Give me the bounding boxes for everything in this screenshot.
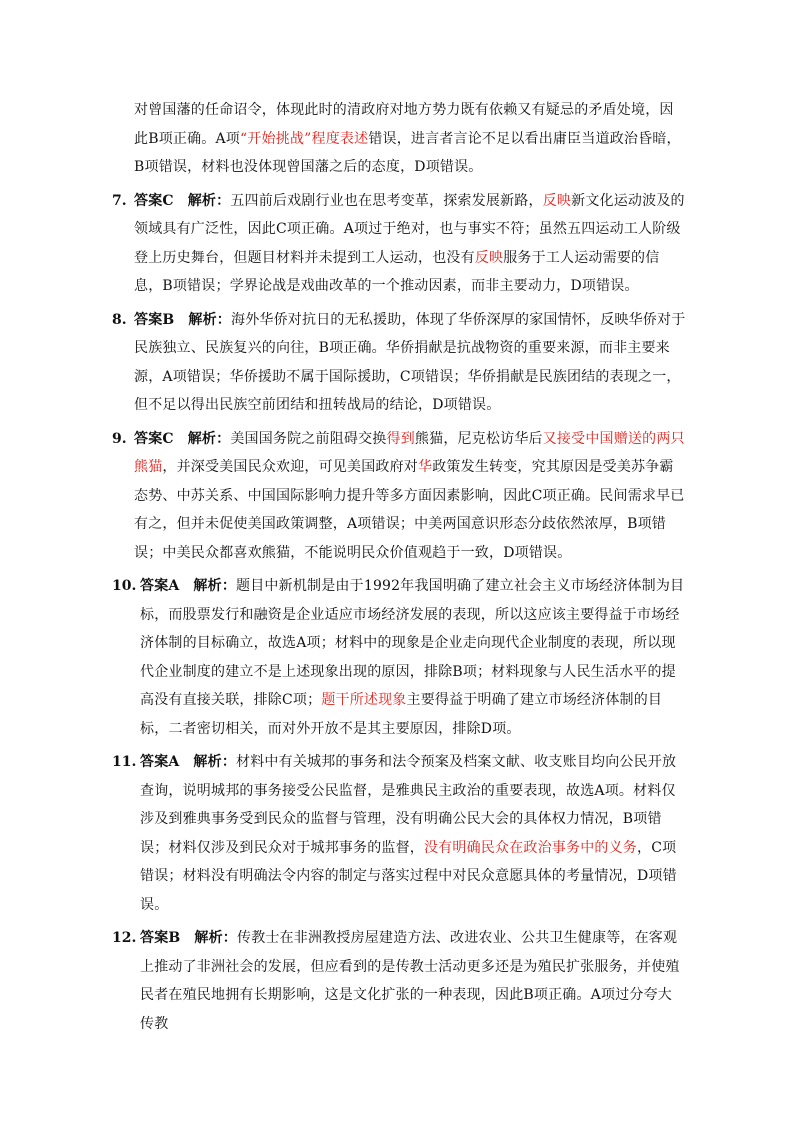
answer-item: [112, 924, 686, 1038]
segment: 材料中有关城邦的事务和法令预案及档案文献、收支账目均向公民开放查询，说明城邦的事务接受公民监督，是雅典民主政治的重要表现，故选A项。材料仅涉及到雅典事务受到民众的监督与管理，没有明确公民大会的具体权力情况，B项错误；材料仅涉及到民众对于城邦事务的监督，: [140, 754, 677, 856]
question-number: 8.: [112, 311, 127, 328]
analysis-label: 解析：: [193, 578, 237, 594]
segment: 新文化运动波及的领域具有广泛性，因此C项正确。A项过于绝对，也与事实不符；虽然五四运动工人阶级登上历史舞台，但题目材料并未提到工人运动，也没有: [134, 192, 685, 266]
continued-explanation: [112, 96, 686, 182]
answer-label: 答案A: [140, 754, 180, 770]
explanation-text: [140, 572, 686, 743]
answer-item: [112, 306, 686, 420]
question-number: 10.: [112, 578, 137, 594]
answer-item: [112, 748, 686, 919]
highlight-segment: 没有明确民众在政治事务中的义务: [424, 839, 637, 856]
segment: 海外华侨对抗日的无私援助，体现了华侨深厚的家国情怀，反映华侨对于民族独立、民族复兴的向往，B项正确。华侨捐献是抗战物资的重要来源，而非主要来源，A项错误；华侨援助不属于国际援助，C项错误；华侨捐献是民族团结的表现之一，但不足以得出民族空前团结和扭转战局的结论，D项错误。: [134, 311, 686, 413]
segment: 熊猫，尼克松访华后: [414, 430, 543, 447]
answer-label: 答案B: [140, 930, 181, 946]
segment: ，并深受美国民众欢迎，可见美国政府对: [162, 459, 419, 475]
explanation-text: [134, 306, 686, 420]
answer-item: [112, 187, 686, 301]
highlight-segment: 又接受中国赠送的两只熊猫: [134, 430, 685, 475]
segment: ，C项错误；材料没有明确法令内容的制定与落实过程中对民众意愿具体的考量情况，D项错误。: [140, 839, 677, 913]
highlight-segment: 反映: [474, 249, 504, 266]
answer-label: 答案A: [140, 578, 180, 594]
explanation-text: [134, 425, 686, 568]
highlight-segment: 题干所述现象: [321, 692, 407, 708]
answer-label: 答案C: [134, 430, 174, 447]
segment: 主要得益于明确了建立市场经济体制的目标，二者密切相关，而对外开放不是其主要原因，排除D项。: [140, 692, 663, 737]
highlight-segment: 得到: [386, 430, 415, 447]
answer-items: [112, 187, 686, 1039]
analysis-label: 解析：: [194, 930, 237, 946]
answer-item: [112, 572, 686, 743]
answer-label: 答案C: [134, 192, 174, 209]
segment: 对曾国藩的任命诏令，体现此时的清政府对地方势力既有依赖又有疑忌的矛盾处境，因此B项正确。A项: [134, 102, 674, 147]
question-number: 7.: [112, 192, 127, 209]
question-number: 12.: [112, 930, 137, 946]
segment: 五四前后戏剧行业也在思考变革，探索发展新路，: [230, 192, 543, 209]
segment: 美国国务院之前阻碍交换: [230, 430, 387, 447]
segment: 错误，进言者言论不足以看出庸臣当道政治昏暗，B项错误，材料也没体现曾国藩之后的态度，D项错误。: [134, 130, 681, 175]
analysis-label: 解析：: [188, 311, 231, 328]
answer-key-content: [112, 96, 686, 1038]
question-number: 11.: [112, 754, 137, 770]
segment: 题目中新机制是由于1992年我国明确了建立社会主义市场经济体制为目标，而股票发行和融资是企业适应市场经济发展的表现，所以这应该主要得益于市场经济体制的目标确立，故选A项；材料中的现象是企业走向现代企业制度的表现，所以现代企业制度的建立不是上述现象出现的原因，排除B项；材料现象与人民生活水平的提高没有直接关联，排除C项；: [140, 578, 685, 708]
answer-label: 答案B: [134, 311, 175, 328]
highlight-segment: “开始挑战”程度表述: [240, 130, 369, 147]
explanation-text: [140, 924, 686, 1038]
analysis-label: 解析：: [187, 430, 231, 447]
explanation-text: [134, 187, 686, 301]
segment: 传教士在非洲教授房屋建造方法、改进农业、公共卫生健康等，在客观上推动了非洲社会的发展，但应看到的是传教士活动更多还是为殖民扩张服务，并使殖民者在殖民地拥有长期影响，这是文化扩张的一种表现，因此B项正确。A项过分夸大传教: [140, 930, 680, 1032]
analysis-label: 解析：: [193, 754, 237, 770]
segment: 服务于工人运动需要的信息，B项错误；学界论战是戏曲改革的一个推动因素，而非主要动力，D项错误。: [134, 249, 660, 294]
highlight-segment: 华: [418, 459, 433, 475]
explanation-text: [140, 748, 686, 919]
question-number: 9.: [112, 430, 127, 447]
analysis-label: 解析：: [187, 192, 231, 209]
segment: 政策发生转变，究其原因是受美苏争霸态势、中苏关系、中国国际影响力提升等多方面因素影响，因此C项正确。民间需求早已有之，但并未促使美国政策调整，A项错误；中美两国意识形态分歧依然浓厚，B项错误；中美民众都喜欢熊猫，不能说明民众价值观趋于一致，D项错误。: [134, 459, 685, 561]
answer-item: [112, 425, 686, 568]
highlight-segment: 反映: [542, 192, 572, 209]
